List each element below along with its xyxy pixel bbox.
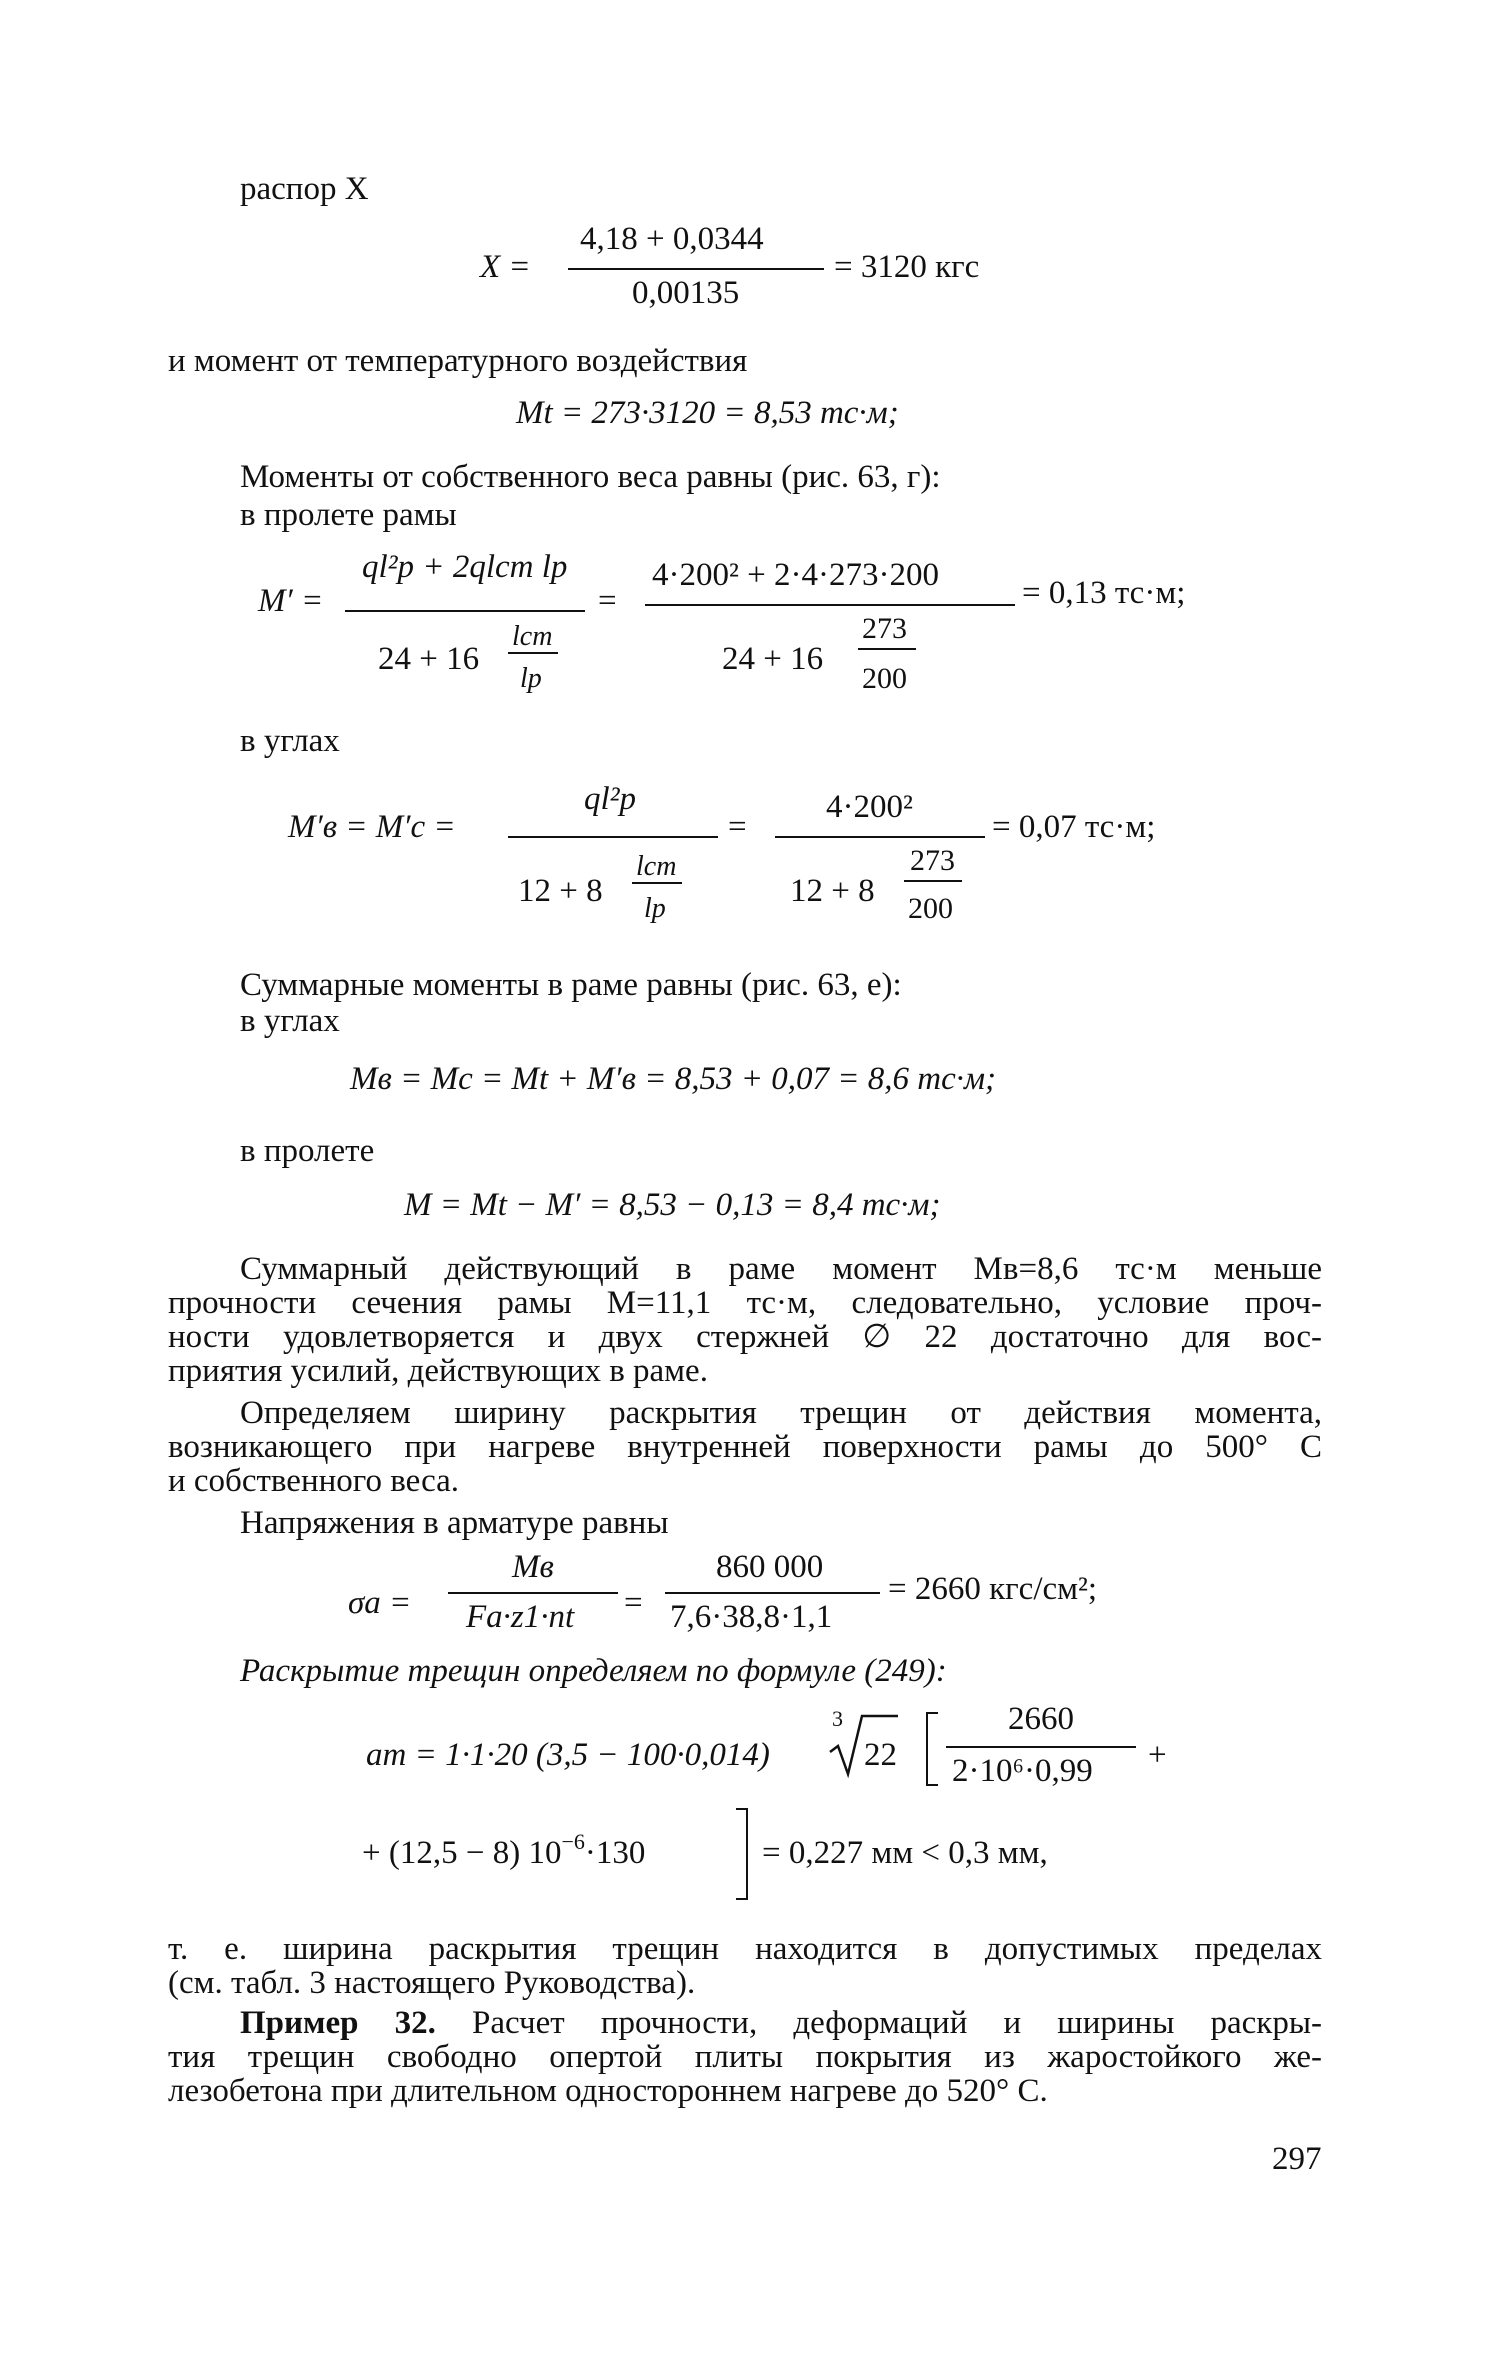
eq-equals: = <box>728 809 747 845</box>
paragraph-line: и собственного веса. <box>168 1463 460 1499</box>
eq-line2 <box>362 1829 646 1875</box>
example-label: Пример 32. <box>240 2005 436 2041</box>
eq-plus: + <box>1148 1737 1167 1773</box>
fraction-bar <box>904 880 962 882</box>
eq-small-numerator: 273 <box>910 844 955 877</box>
root-index: 3 <box>832 1706 843 1731</box>
eq-lhs: X = <box>480 249 531 285</box>
text-line: Моменты от собственного веса равны (рис. 63, г): <box>240 459 941 495</box>
equation-mv: Mв = Mс = Mt + M′в = 8,53 + 0,07 = 8,6 тс·м; <box>350 1061 997 1097</box>
fraction-bar <box>448 1592 618 1594</box>
paragraph-line: Суммарный действующий в раме момент Mв=8,6 тс·м меньше <box>240 1251 1322 1287</box>
eq-numerator: 860 000 <box>716 1549 824 1585</box>
fraction-bar <box>508 652 558 654</box>
paragraph-line: лезобетона при длительном одностороннем нагреве до 520° С. <box>168 2073 1048 2109</box>
eq-numerator: 4·200² <box>826 789 913 825</box>
text-line: и момент от температурного воздействия <box>168 343 748 379</box>
eq-numerator: ql²р + 2qlст lр <box>362 549 568 585</box>
eq-denominator: 24 + 16 <box>378 641 480 677</box>
paragraph-line: прочности сечения рамы M=11,1 тс·м, следовательно, условие проч- <box>168 1285 1322 1321</box>
eq-rhs: = 0,07 тс·м; <box>992 809 1156 845</box>
fraction-bar <box>568 268 824 270</box>
text-line: Напряжения в арматуре равны <box>240 1505 669 1541</box>
text-line: в пролете <box>240 1133 375 1169</box>
paragraph-line: т. е. ширина раскрытия трещин находится в допустимых пределах <box>168 1931 1322 1967</box>
eq-denominator: 2·10⁶·0,99 <box>952 1753 1093 1789</box>
eq-denominator: 12 + 8 <box>518 873 603 909</box>
paragraph-line: Определяем ширину раскрытия трещин от действия момента, <box>240 1395 1322 1431</box>
eq-denominator: 24 + 16 <box>722 641 824 677</box>
eq-denominator: 0,00135 <box>632 275 740 311</box>
eq-line2-exp: −6 <box>561 1829 585 1854</box>
fraction-bar <box>858 648 916 650</box>
fraction-bar <box>946 1746 1136 1748</box>
eq-lhs: M′в = M′с = <box>288 809 456 845</box>
eq-lhs: σа = <box>348 1585 412 1621</box>
eq-small-denominator: 200 <box>908 892 953 925</box>
root-argument: 22 <box>864 1737 897 1773</box>
eq-small-numerator: lст <box>512 621 553 652</box>
paragraph-line <box>240 2004 1322 2042</box>
fraction-bar <box>632 882 682 884</box>
fraction-bar <box>645 604 1015 606</box>
text-line: в углах <box>240 1003 340 1039</box>
eq-small-denominator: lр <box>520 663 542 694</box>
eq-numerator: Mв <box>512 1549 554 1585</box>
fraction-bar <box>345 610 585 612</box>
eq-lhs: M′ = <box>258 583 324 619</box>
eq-small-numerator: 273 <box>862 612 907 645</box>
text-line: Суммарные моменты в раме равны (рис. 63, е): <box>240 967 902 1003</box>
eq-lhs: aт = 1·1·20 (3,5 − 100·0,014) <box>366 1737 770 1773</box>
equation-mt: Mt = 273·3120 = 8,53 тс·м; <box>516 395 899 431</box>
paragraph-line: ности удовлетворяется и двух стержней ∅ 22 достаточно для вос- <box>168 1319 1322 1355</box>
eq-rhs: = 0,13 тс·м; <box>1022 575 1186 611</box>
fraction-bar <box>775 836 985 838</box>
left-bracket <box>926 1712 938 1786</box>
text-line: распор X <box>240 171 369 207</box>
eq-numerator: 4·200² + 2·4·273·200 <box>652 557 939 593</box>
eq-small-numerator: lст <box>636 851 677 882</box>
eq-denominator: 7,6·38,8·1,1 <box>670 1599 833 1635</box>
eq-small-denominator: lр <box>644 893 666 924</box>
eq-numerator: 4,18 + 0,0344 <box>580 221 764 257</box>
eq-numerator: 2660 <box>1008 1701 1074 1737</box>
eq-line2-base: + (12,5 − 8) 10 <box>362 1835 562 1871</box>
eq-equals: = <box>598 583 617 619</box>
paragraph-line: приятия усилий, действующих в раме. <box>168 1353 708 1389</box>
eq-numerator: ql²р <box>584 781 637 817</box>
eq-equals: = <box>624 1585 643 1621</box>
eq-rhs: = 0,227 мм < 0,3 мм, <box>762 1835 1048 1871</box>
right-bracket <box>736 1808 748 1900</box>
eq-small-denominator: 200 <box>862 662 907 695</box>
eq-rhs: = 2660 кгс/см²; <box>888 1571 1098 1607</box>
text-line: в пролете рамы <box>240 497 457 533</box>
paragraph-line: возникающего при нагреве внутренней поверхности рамы до 500° С <box>168 1429 1322 1465</box>
paragraph-line: тия трещин свободно опертой плиты покрытия из жаростойкого же- <box>168 2039 1322 2075</box>
eq-denominator: 12 + 8 <box>790 873 875 909</box>
eq-denominator: Fа·z1·nt <box>466 1599 575 1635</box>
equation-m: M = Mt − M′ = 8,53 − 0,13 = 8,4 тс·м; <box>404 1187 941 1223</box>
fraction-bar <box>508 836 718 838</box>
text-line: Раскрытие трещин определяем по формуле (249): <box>240 1653 947 1689</box>
fraction-bar <box>665 1592 880 1594</box>
eq-rhs: = 3120 кгс <box>834 249 980 285</box>
text-line: в углах <box>240 723 340 759</box>
eq-line2-tail: ·130 <box>584 1835 646 1871</box>
paragraph-line: (см. табл. 3 настоящего Руководства). <box>168 1965 696 2001</box>
paragraph-text: Расчет прочности, деформаций и ширины раскры- <box>435 2005 1322 2041</box>
page-number: 297 <box>1272 2141 1322 2177</box>
